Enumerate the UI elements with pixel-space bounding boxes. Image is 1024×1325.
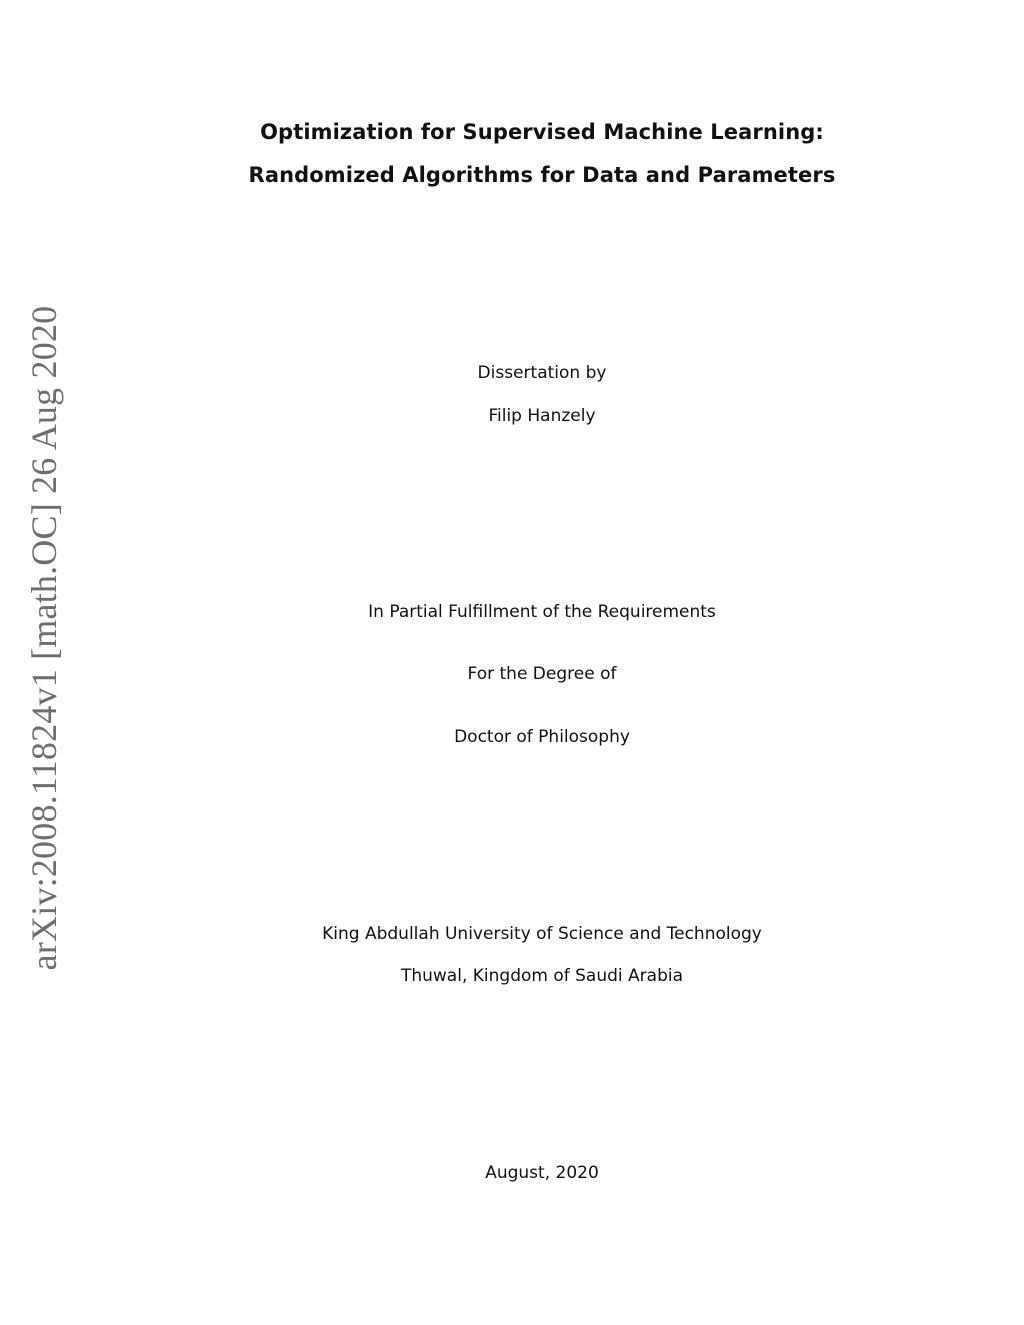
dissertation-title-line-2: Randomized Algorithms for Data and Parameters [248,163,836,187]
dissertation-by-label: Dissertation by [477,363,607,383]
degree-name: Doctor of Philosophy [454,727,630,747]
university-location: Thuwal, Kingdom of Saudi Arabia [400,966,684,986]
arxiv-identifier-stamp: arXiv:2008.11824v1 [math.OC] 26 Aug 2020 [24,305,64,971]
university-name: King Abdullah University of Science and Technology [322,924,762,944]
dissertation-title-line-1: Optimization for Supervised Machine Learning: [260,120,824,144]
submission-date: August, 2020 [485,1163,599,1183]
requirements-statement: In Partial Fulfillment of the Requirements [368,602,716,622]
author-name: Filip Hanzely [488,406,596,426]
degree-of-label: For the Degree of [467,664,617,684]
